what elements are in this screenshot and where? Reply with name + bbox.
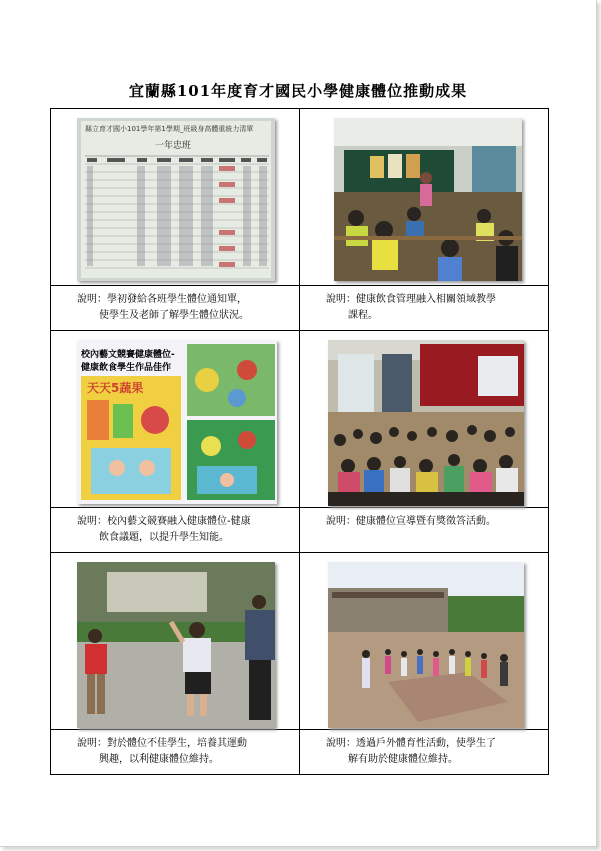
caption-4: [300, 508, 548, 530]
caption-3-line-1: 說明：校內藝文競賽融入健康體位-健康: [77, 516, 251, 527]
assembly-hall-photo: [328, 340, 524, 506]
photo-cell-5: [51, 553, 300, 730]
photo-cell-1: [51, 109, 300, 286]
photo-cell-4: [300, 331, 549, 508]
caption-cell-2: [300, 286, 549, 331]
class-health-chart-photo: [77, 118, 275, 281]
caption-1: [51, 286, 299, 324]
page-title: 宜蘭縣101年度育才國民小學健康體位推動成果: [128, 82, 468, 100]
chart-sheet-header: 縣立育才國小101學年第1學期_班級身高體重統力清單: [85, 125, 254, 133]
caption-cell-1: [51, 286, 300, 331]
caption-1-line-1: 說明：學初發給各班學生體位通知單，: [77, 294, 247, 305]
chart-sheet-class: 一年忠班: [155, 141, 192, 151]
caption-5-line-2: 興趣，以利健康體位維持。: [99, 754, 219, 765]
caption-6-line-2: 解有助於健康體位維持。: [348, 754, 458, 765]
caption-2: [300, 286, 548, 324]
classroom-lesson-photo: [334, 118, 522, 281]
caption-3: [51, 508, 299, 546]
caption-cell-3: [51, 508, 300, 553]
caption-4-line-1: 說明：健康體位宣導暨有獎徵答活動。: [326, 516, 496, 527]
caption-3-line-2: 飲食議題，以提升學生知能。: [99, 532, 229, 543]
poster-heading-line-1: 校內藝文競賽健康體位-: [81, 350, 175, 360]
caption-2-line-1: 說明：健康飲食管理融入相關領域教學: [326, 294, 496, 305]
poster-heading-line-2: 健康飲食學生作品佳作: [81, 363, 172, 373]
caption-5-line-1: 說明：對於體位不佳學生，培養其運動: [77, 738, 247, 749]
photo-cell-3: [51, 331, 300, 508]
caption-5: [51, 730, 299, 768]
caption-cell-4: [300, 508, 549, 553]
outdoor-exercise-photo: [77, 562, 275, 728]
caption-cell-6: [300, 730, 549, 775]
caption-2-line-2: 課程。: [348, 310, 378, 321]
poster-slogan: 天天5蔬果: [87, 381, 144, 395]
photo-cell-6: [300, 553, 549, 730]
caption-cell-5: [51, 730, 300, 775]
caption-1-line-2: 使學生及老師了解學生體位狀況。: [99, 310, 249, 321]
student-poster-collage: [77, 340, 277, 504]
playground-activity-photo: [328, 562, 524, 728]
photo-cell-2: [300, 109, 549, 286]
caption-6: [300, 730, 548, 768]
results-table: [50, 108, 549, 775]
caption-6-line-1: 說明：透過戶外體育性活動，使學生了: [326, 738, 496, 749]
